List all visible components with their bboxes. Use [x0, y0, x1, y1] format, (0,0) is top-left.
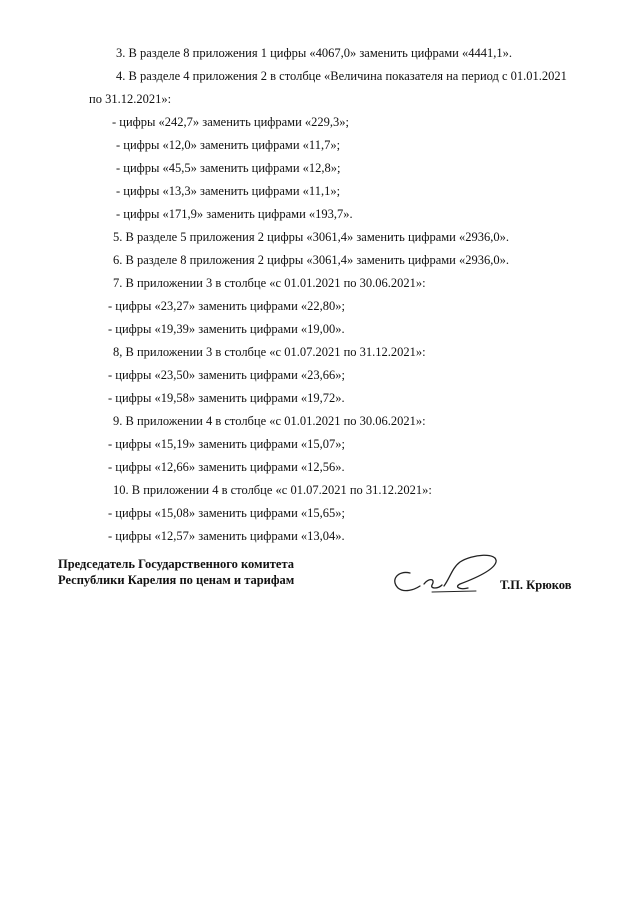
- signer-position-line-1: Председатель Государственного комитета: [58, 557, 295, 571]
- list-item: - цифры «19,58» заменить цифрами «19,72».: [108, 391, 345, 405]
- list-item: - цифры «23,50» заменить цифрами «23,66»;: [108, 368, 345, 382]
- list-item: - цифры «171,9» заменить цифрами «193,7».: [116, 207, 353, 221]
- list-item: - цифры «13,3» заменить цифрами «11,1»;: [116, 184, 341, 198]
- paragraph-6: 6. В разделе 8 приложения 2 цифры «3061,4» заменить цифрами «2936,0».: [113, 253, 509, 267]
- list-item: - цифры «242,7» заменить цифрами «229,3»;: [112, 115, 349, 129]
- paragraph-5: 5. В разделе 5 приложения 2 цифры «3061,4» заменить цифрами «2936,0».: [113, 230, 509, 244]
- paragraph-4: 4. В разделе 4 приложения 2 в столбце «Величина показателя на период с 01.01.2021: [116, 69, 567, 83]
- list-item: - цифры «12,57» заменить цифрами «13,04».: [108, 529, 345, 543]
- list-item: - цифры «12,0» заменить цифрами «11,7»;: [116, 138, 341, 152]
- list-item: - цифры «12,66» заменить цифрами «12,56».: [108, 460, 345, 474]
- list-item: - цифры «15,19» заменить цифрами «15,07»;: [108, 437, 345, 451]
- list-item: - цифры «23,27» заменить цифрами «22,80»;: [108, 299, 345, 313]
- paragraph-4-continuation: по 31.12.2021»:: [89, 92, 172, 106]
- list-item: - цифры «45,5» заменить цифрами «12,8»;: [116, 161, 341, 175]
- paragraph-3: 3. В разделе 8 приложения 1 цифры «4067,0» заменить цифрами «4441,1».: [116, 46, 512, 60]
- list-item: - цифры «19,39» заменить цифрами «19,00».: [108, 322, 345, 336]
- paragraph-10: 10. В приложении 4 в столбце «с 01.07.2021 по 31.12.2021»:: [113, 483, 432, 497]
- signer-position-line-2: Республики Карелия по ценам и тарифам: [58, 573, 295, 587]
- paragraph-9: 9. В приложении 4 в столбце «с 01.01.2021 по 30.06.2021»:: [113, 414, 426, 428]
- paragraph-8: 8, В приложении 3 в столбце «с 01.07.2021 по 31.12.2021»:: [113, 345, 426, 359]
- handwritten-signature: [380, 548, 510, 598]
- paragraph-7: 7. В приложении 3 в столбце «с 01.01.2021 по 30.06.2021»:: [113, 276, 426, 290]
- signer-name: Т.П. Крюков: [500, 578, 572, 592]
- list-item: - цифры «15,08» заменить цифрами «15,65»;: [108, 506, 345, 520]
